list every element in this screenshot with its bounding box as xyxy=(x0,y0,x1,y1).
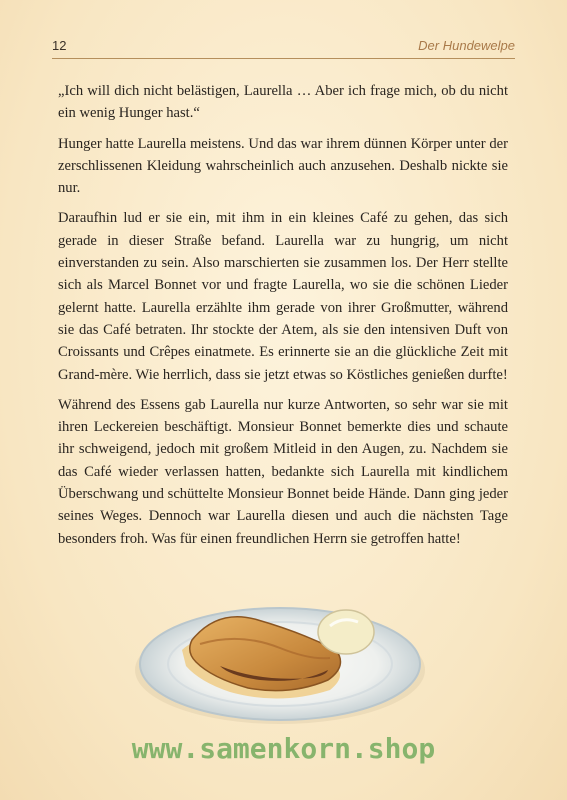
header-divider xyxy=(52,58,515,59)
paragraph: „Ich will dich nicht belästigen, Laurella … Aber ich frage mich, ob du nicht ein wenig Hunger hast.“ xyxy=(58,83,508,122)
paragraph: Hunger hatte Laurella meistens. Und das war ihrem dünnen Körper unter der zerschlissenen Kleidung wahrscheinlich auch anzusehen. Deshalb nickte sie nur. xyxy=(58,135,508,197)
story-text xyxy=(58,80,508,558)
ice-cream-scoop xyxy=(318,610,374,654)
page-number: 12 xyxy=(52,38,67,53)
running-title: Der Hundewelpe xyxy=(418,38,515,53)
website-url[interactable]: www.samenkorn.shop xyxy=(131,732,436,765)
page-header xyxy=(52,38,515,60)
crepe-plate-illustration xyxy=(130,592,430,730)
paragraph: Daraufhin lud er sie ein, mit ihm in ein kleines Café zu gehen, das sich gerade in dieser Straße befand. Laurella war zu hungrig, um nicht einverstanden zu sein. Also marschierten sie zusammen los. Der Herr stellte sich als Marcel Bonnet vor und fragte Laurella, wo sie die schönen Lieder gelernt hatte. Laurella erzählte ihm gerade von ihrer Großmutter, während sie das Café betraten. Ihr stockte der Atem, als sie den intensiven Duft von Croissants und Crêpes einatmete. Es erinnerte sie an die glückliche Zeit mit Grand-mère. Wie herrlich, dass sie jetzt etwas so Köstliches genießen durfte! xyxy=(58,210,508,383)
paragraph: Während des Essens gab Laurella nur kurze Antworten, so sehr war sie mit ihren Leckereien beschäftigt. Monsieur Bonnet bemerkte dies und schaute ihr schweigend, jedoch mit großem Mitleid in den Augen, zu. Nachdem sie das Café wieder verlassen hatten, bedankte sich Laurella mit kindlichem Überschwang und schüttelte Monsieur Bonnet beide Hände. Dann ging jeder seines Weges. Dennoch war Laurella diesen und auch die nächsten Tage besonders froh. Was für einen freundlichen Herrn sie getroffen hatte! xyxy=(58,396,508,547)
